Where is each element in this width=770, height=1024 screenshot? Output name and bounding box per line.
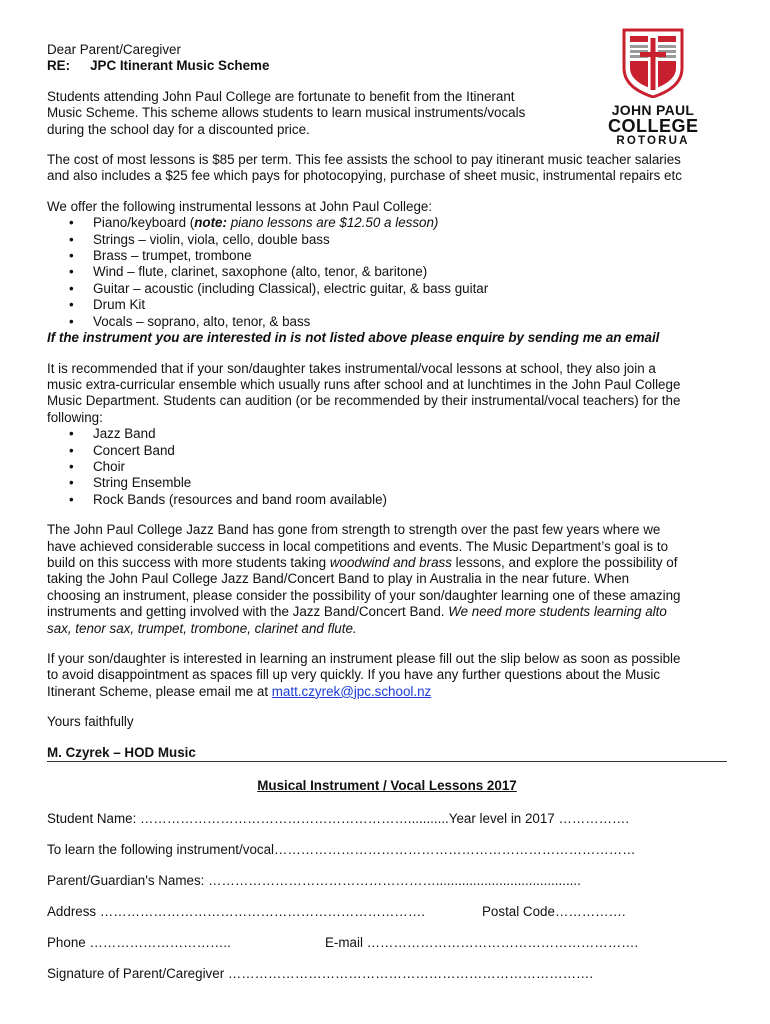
subject-label: RE: <box>47 58 71 74</box>
ensemble-line: It is recommended that if your son/daughter takes instrumental/vocal lessons at school, they also join a <box>47 360 656 376</box>
jazz-text: lessons, and explore the possibility of <box>451 554 678 570</box>
enquire-note: If the instrument you are interested in is not listed above please enquire by sending me an email <box>47 330 660 346</box>
ensemble-line: following: <box>47 409 103 425</box>
address-row <box>47 904 727 920</box>
signoff: Yours faithfully <box>47 714 134 730</box>
logo-line-1: JOHN PAUL <box>611 102 695 118</box>
jazz-emphasis: We need more students learning alto <box>448 604 667 620</box>
offer-intro: We offer the following instrumental lessons at John Paul College: <box>47 198 433 214</box>
list-item: • Vocals – soprano, alto, tenor, & bass <box>69 314 727 330</box>
list-item: • Rock Bands (resources and band room available) <box>69 492 727 508</box>
jazz-line: The John Paul College Jazz Band has gone from strength to strength over the past few years where we <box>47 522 661 538</box>
list-item: • String Ensemble <box>69 475 727 491</box>
letter-body <box>47 42 727 761</box>
jazz-text: instruments and getting involved with the Jazz Band/Concert Band. <box>47 604 449 620</box>
email-field[interactable]: E-mail ……………………………………………………. <box>325 935 639 951</box>
ensemble-line: Music Department. Students can audition (or be recommended by their instrumental/vocal teachers) for the <box>47 393 681 409</box>
list-item: • Concert Band <box>69 443 727 459</box>
contact-text: Itinerant Scheme, please email me at <box>47 683 272 699</box>
salutation: Dear Parent/Caregiver <box>47 42 181 57</box>
cost-line: The cost of most lessons is $85 per term. This fee assists the school to pay itinerant music teacher salaries <box>47 152 681 168</box>
form-title: Musical Instrument / Vocal Lessons 2017 <box>257 778 517 793</box>
signature-field[interactable]: Signature of Parent/Caregiver ………………………………………………………………………. <box>47 965 594 981</box>
list-item: • Strings – violin, viola, cello, double bass <box>69 232 727 248</box>
jazz-line <box>47 555 727 571</box>
address-field[interactable]: Address ………………………………………………………………. <box>47 904 425 920</box>
jazz-text: build on this success with more students taking <box>47 554 330 570</box>
jazz-line: taking the John Paul College Jazz Band/Concert Band to play in Australia in the near future. When <box>47 571 630 587</box>
list-item: • Brass – trumpet, trombone <box>69 248 727 264</box>
note-text: piano lessons are $12.50 a lesson) <box>226 215 439 231</box>
contact-line: If your son/daughter is interested in learning an instrument please fill out the slip below as soon as possible <box>47 651 681 666</box>
jazz-emphasis: woodwind and brass <box>329 554 452 570</box>
jazz-line: choosing an instrument, please consider the possibility of your son/daughter learning one of these amazing <box>47 587 681 603</box>
parent-names-field[interactable]: Parent/Guardian's Names: ……………………………………………....................................... <box>47 873 581 889</box>
contact-line: to avoid disappointment as spaces fill up very quickly. If you have any further questions about the Music <box>47 667 661 683</box>
intro-line: during the school day for a discounted price. <box>47 121 310 137</box>
list-item: • Drum Kit <box>69 297 727 313</box>
contact-line <box>47 684 727 700</box>
signature-name: M. Czyrek – HOD Music <box>47 744 196 760</box>
contact-row <box>47 935 727 951</box>
list-item: • Jazz Band <box>69 426 727 442</box>
list-item: • Choir <box>69 459 727 475</box>
instrument-field[interactable]: To learn the following instrument/vocal……………………………………………………………………… <box>47 842 636 858</box>
intro-line: Students attending John Paul College are fortunate to benefit from the Itinerant <box>47 88 515 104</box>
phone-field[interactable]: Phone ………………………….. <box>47 935 231 951</box>
logo-line-3: ROTORUA <box>616 135 690 147</box>
jazz-line: sax, tenor sax, trumpet, trombone, clarinet and flute. <box>47 620 357 636</box>
ensemble-list <box>47 426 727 508</box>
list-item: • Wind – flute, clarinet, saxophone (alto, tenor, & baritone) <box>69 264 727 280</box>
cost-line: and also includes a $25 fee which pays for photocopying, purchase of sheet music, instrumental repairs etc <box>47 168 682 184</box>
note-label: note: <box>194 215 227 231</box>
intro-line: Music Scheme. This scheme allows students to learn musical instruments/vocals <box>47 105 526 121</box>
ensemble-line: music extra-curricular ensemble which usually runs after school and at lunchtimes in the John Paul College <box>47 376 681 392</box>
instrument-list <box>47 215 727 330</box>
subject-line <box>47 58 727 74</box>
email-link[interactable]: matt.czyrek@jpc.school.nz <box>271 683 432 699</box>
postcode-field[interactable]: Postal Code……………. <box>482 904 626 920</box>
tear-off-divider <box>47 761 727 762</box>
reply-slip <box>47 778 727 997</box>
list-item <box>69 215 727 231</box>
instrument-item-text: Piano/keyboard ( <box>93 215 195 231</box>
jazz-line <box>47 604 727 620</box>
student-name-field[interactable]: Student Name: ……………………………………………………...........Year level in 2017 ……………. <box>47 811 630 827</box>
list-item: • Guitar – acoustic (including Classical), electric guitar, & bass guitar <box>69 281 727 297</box>
jazz-line: have achieved considerable success in local competitions and events. The Music Department’s goal is to <box>47 538 669 554</box>
logo-line-2: COLLEGE <box>608 116 699 136</box>
subject-text: JPC Itinerant Music Scheme <box>90 58 270 74</box>
